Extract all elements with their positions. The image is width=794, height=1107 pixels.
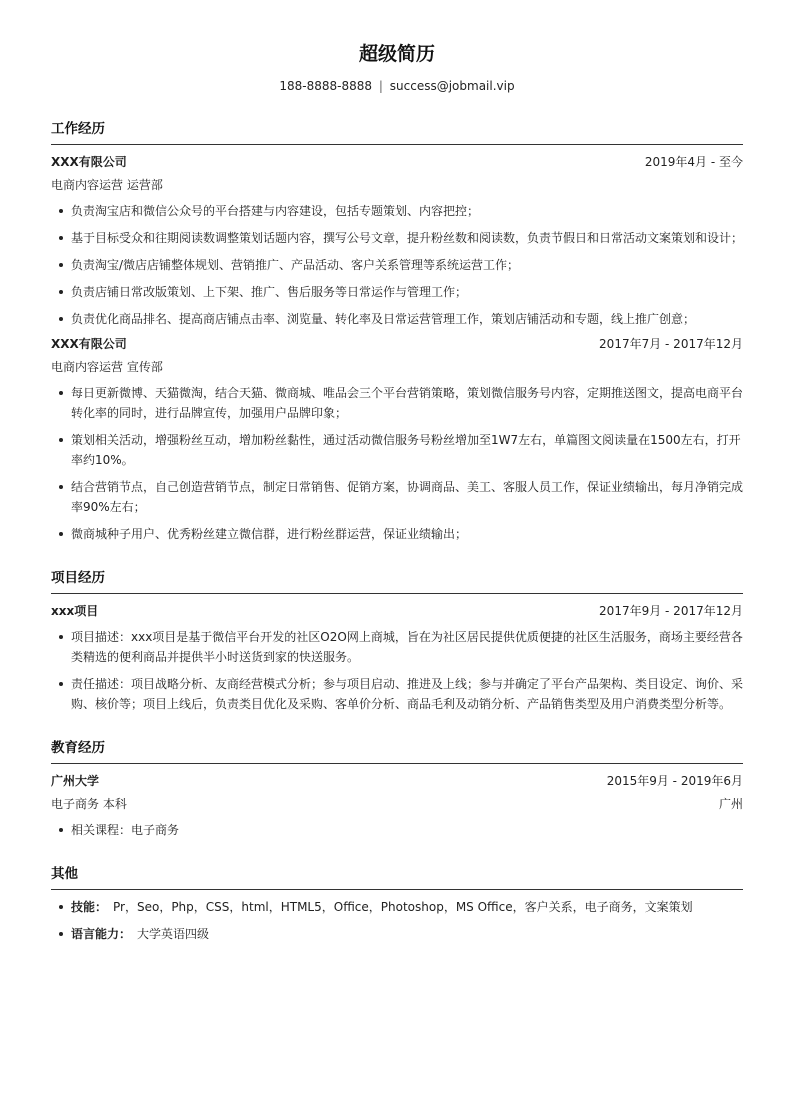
entry-subheader bbox=[51, 358, 743, 376]
section-title-education: 教育经历 bbox=[51, 738, 743, 764]
entry-header bbox=[51, 772, 743, 790]
bullet-item: 负责优化商品排名、提高商店铺点击率、浏览量、转化率及日常运营管理工作，策划店铺活动和专题，线上推广创意； bbox=[71, 309, 743, 329]
bullet-item: 负责淘宝店和微信公众号的平台搭建与内容建设，包括专题策划、内容把控； bbox=[71, 201, 743, 221]
entry-subheader bbox=[51, 795, 743, 813]
bullet-item: 每日更新微博、天猫微淘，结合天猫、微商城、唯品会三个平台营销策略，策划微信服务号内容，定期推送图文，提高电商平台转化率的同时，进行品牌宣传，加强用户品牌印象； bbox=[71, 383, 743, 423]
job-role: 电商内容运营 宣传部 bbox=[51, 360, 163, 374]
entry-subheader bbox=[51, 176, 743, 194]
section-title-other: 其他 bbox=[51, 864, 743, 890]
skills-label: 技能： bbox=[71, 900, 108, 914]
bullet-item: 基于目标受众和往期阅读数调整策划话题内容，撰写公号文章，提升粉丝数和阅读数，负责节假日和日常活动文案策划和设计； bbox=[71, 228, 743, 248]
date-range: 2017年9月 - 2017年12月 bbox=[599, 604, 743, 618]
school-name: 广州大学 bbox=[51, 774, 100, 788]
entry-header bbox=[51, 335, 743, 353]
contact-separator: | bbox=[378, 79, 383, 93]
projects-section bbox=[51, 568, 743, 714]
phone: 188-8888-8888 bbox=[279, 79, 373, 93]
education-section bbox=[51, 738, 743, 840]
other-section bbox=[51, 864, 743, 944]
language-label: 语言能力： bbox=[71, 927, 132, 941]
date-range: 2019年4月 - 至今 bbox=[644, 155, 743, 169]
project-name: xxx项目 bbox=[51, 604, 99, 618]
education-entry bbox=[51, 772, 743, 840]
bullet-item: 项目描述：xxx项目是基于微信平台开发的社区O2O网上商城，旨在为社区居民提供优质便捷的社区生活服务，商场主要经营各类精选的便利商品并提供半小时送货到家的快送服务。 bbox=[71, 627, 743, 667]
bullet-list bbox=[51, 201, 743, 329]
language-value: 大学英语四级 bbox=[137, 927, 210, 941]
entry-header bbox=[51, 602, 743, 620]
bullet-item: 责任描述：项目战略分析、友商经营模式分析；参与项目启动、推进及上线；参与并确定了平台产品架构、类目设定、询价、采购、核价等；项目上线后，负责类目优化及采购、客单价分析、商品毛利及动销分析、产品销售类型及用户消费类型分析等。 bbox=[71, 674, 743, 714]
company-name: XXX有限公司 bbox=[51, 155, 127, 169]
bullet-item: 相关课程：电子商务 bbox=[71, 820, 743, 840]
bullet-list bbox=[51, 627, 743, 714]
bullet-item: 结合营销节点，自己创造营销节点，制定日常销售、促销方案，协调商品、美工、客服人员工作，保证业绩输出，每月净销完成率90%左右； bbox=[71, 477, 743, 517]
date-range: 2015年9月 - 2019年6月 bbox=[606, 774, 743, 788]
entry-header bbox=[51, 153, 743, 171]
section-title-projects: 项目经历 bbox=[51, 568, 743, 594]
bullet-item: 微商城种子用户、优秀粉丝建立微信群，进行粉丝群运营，保证业绩输出； bbox=[71, 524, 743, 544]
section-title-work: 工作经历 bbox=[51, 119, 743, 145]
job-role: 电商内容运营 运营部 bbox=[51, 178, 163, 192]
resume-title: 超级简历 bbox=[358, 43, 435, 65]
bullet-item: 策划相关活动，增强粉丝互动，增加粉丝黏性，通过活动微信服务号粉丝增加至1W7左右，单篇图文阅读量在1500左右，打开率约10%。 bbox=[71, 430, 743, 470]
major: 电子商务 本科 bbox=[51, 797, 127, 811]
bullet-list bbox=[51, 383, 743, 544]
work-entry bbox=[51, 335, 743, 544]
project-entry bbox=[51, 602, 743, 714]
bullet-list bbox=[51, 820, 743, 840]
location: 广州 bbox=[718, 797, 743, 811]
work-entry bbox=[51, 153, 743, 329]
bullet-list bbox=[51, 897, 743, 944]
bullet-item: 负责淘宝/微店店铺整体规划、营销推广、产品活动、客户关系管理等系统运营工作； bbox=[71, 255, 743, 275]
date-range: 2017年7月 - 2017年12月 bbox=[599, 337, 743, 351]
language-item bbox=[71, 924, 743, 944]
email: success@jobmail.vip bbox=[389, 79, 515, 93]
work-section bbox=[51, 119, 743, 544]
skills-item bbox=[71, 897, 743, 917]
bullet-item: 负责店铺日常改版策划、上下架、推广、售后服务等日常运作与管理工作； bbox=[71, 282, 743, 302]
contact-line bbox=[51, 77, 743, 95]
skills-value: Pr，Seo，Php，CSS，html，HTML5，Office，Photoshop，MS Office，客户关系，电子商务，文案策划 bbox=[113, 900, 693, 914]
company-name: XXX有限公司 bbox=[51, 337, 127, 351]
